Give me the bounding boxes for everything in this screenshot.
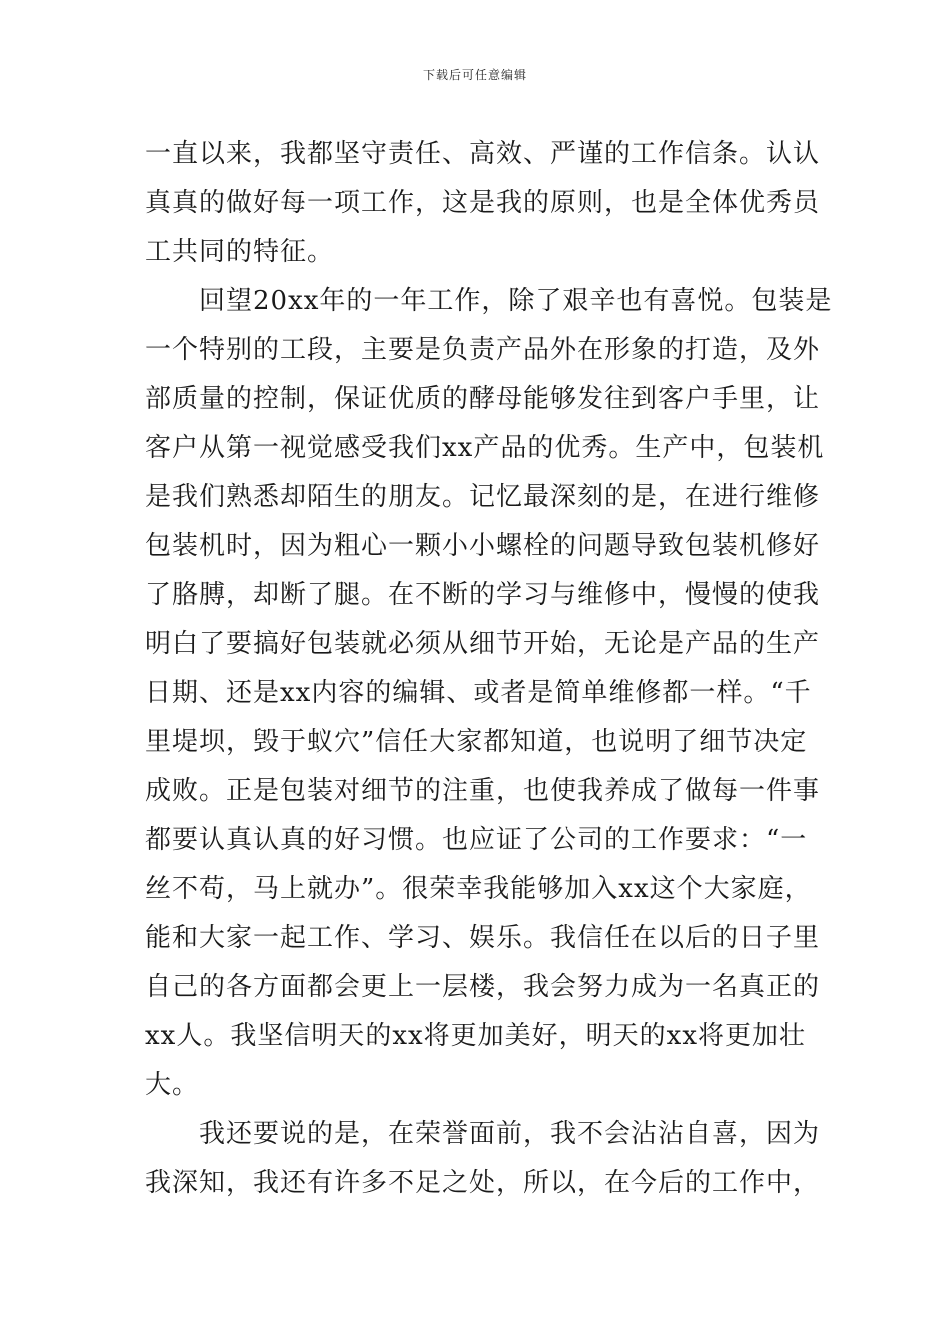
text-line: 一个特别的工段，主要是负责产品外在形象的打造，及外 bbox=[145, 335, 821, 365]
text-line: 日期、还是xx内容的编辑、或者是简单维修都一样。“千 bbox=[145, 678, 812, 708]
text-line: 部质量的控制，保证优质的酵母能够发往到客户手里，让 bbox=[145, 384, 821, 414]
text-line: 回望20xx年的一年工作，除了艰辛也有喜悦。包装是 bbox=[145, 286, 833, 316]
text-line: 是我们熟悉却陌生的朋友。记忆最深刻的是，在进行维修 bbox=[145, 482, 821, 512]
text-line: 客户从第一视觉感受我们xx产品的优秀。生产中，包装机 bbox=[145, 433, 825, 463]
document-body bbox=[145, 130, 833, 1208]
text-line: 大。 bbox=[145, 1070, 200, 1100]
text-line: 能和大家一起工作、学习、娱乐。我信任在以后的日子里 bbox=[145, 923, 821, 953]
text-line: 了胳膊，却断了腿。在不断的学习与维修中，慢慢的使我 bbox=[145, 580, 821, 610]
text-line: 都要认真认真的好习惯。也应证了公司的工作要求：“一 bbox=[145, 825, 808, 855]
text-line: 成败。正是包装对细节的注重，也使我养成了做每一件事 bbox=[145, 776, 821, 806]
text-line: 真真的做好每一项工作，这是我的原则，也是全体优秀员 bbox=[145, 188, 821, 218]
text-line: 丝不苟，马上就办”。很荣幸我能够加入xx这个大家庭， bbox=[145, 874, 812, 904]
text-line: xx人。我坚信明天的xx将更加美好，明天的xx将更加壮 bbox=[145, 1021, 806, 1051]
text-line: 一直以来，我都坚守责任、高效、严谨的工作信条。认认 bbox=[145, 139, 821, 169]
text-line: 明白了要搞好包装就必须从细节开始，无论是产品的生产 bbox=[145, 629, 821, 659]
text-line: 里堤坝，毁于蚁穴”信任大家都知道，也说明了细节决定 bbox=[145, 727, 808, 757]
text-line: 自己的各方面都会更上一层楼，我会努力成为一名真正的 bbox=[145, 972, 821, 1002]
text-line: 我还要说的是，在荣誉面前，我不会沾沾自喜，因为 bbox=[145, 1119, 821, 1149]
text-line: 工共同的特征。 bbox=[145, 237, 335, 267]
text-line: 我深知，我还有许多不足之处，所以，在今后的工作中， bbox=[145, 1168, 821, 1198]
text-line: 包装机时，因为粗心一颗小小螺栓的问题导致包装机修好 bbox=[145, 531, 821, 561]
header-note: 下载后可任意编辑 bbox=[422, 68, 527, 82]
